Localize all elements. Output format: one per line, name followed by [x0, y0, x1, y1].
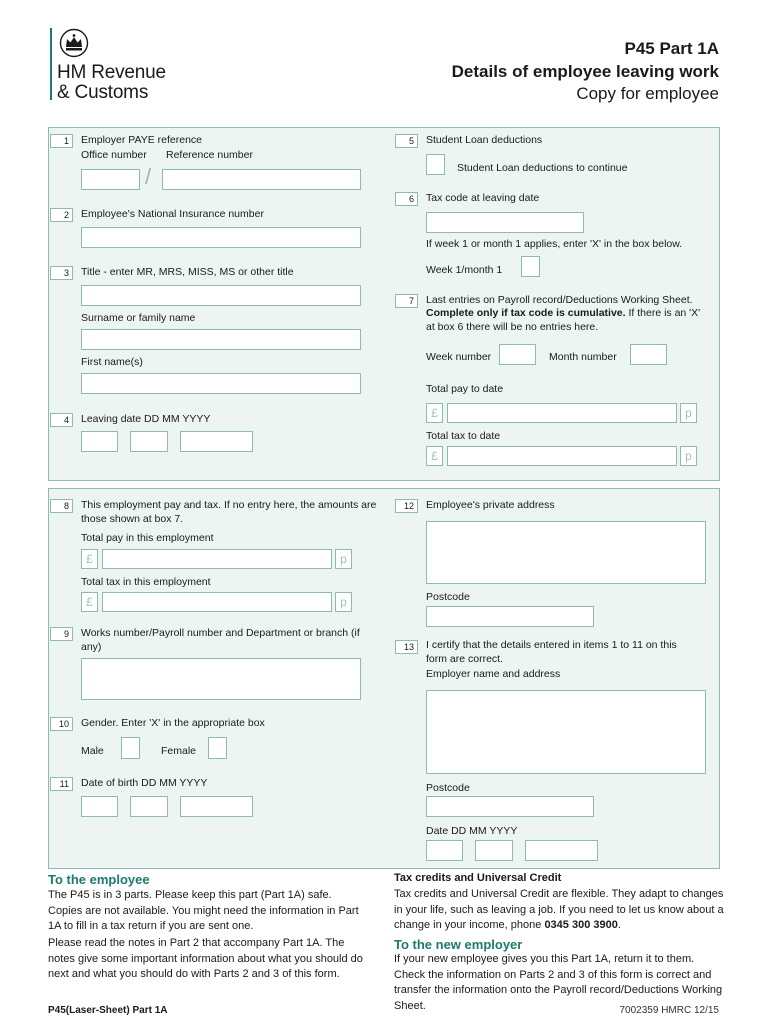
- complete-only-rest: If there is an 'X' at box 6 there will be no entries here.: [426, 307, 701, 333]
- leaving-date-label: Leaving date DD MM YYYY: [81, 413, 211, 425]
- reference-number-input[interactable]: [162, 169, 361, 190]
- week-number-input[interactable]: [499, 344, 536, 365]
- last-entries-label: Last entries on Payroll record/Deductions Working Sheet.: [426, 294, 693, 306]
- box-number-10: 10: [50, 717, 73, 731]
- ni-number-input[interactable]: [81, 227, 361, 248]
- employer-paye-label: Employer PAYE reference: [81, 134, 202, 146]
- tax-employment-pence-input[interactable]: p: [335, 592, 352, 612]
- paye-separator: /: [145, 164, 152, 189]
- phone-number: 0345 300 3900: [544, 919, 618, 931]
- surname-label: Surname or family name: [81, 312, 196, 324]
- new-employer-heading: To the new employer: [394, 937, 523, 952]
- certify-label: I certify that the details entered in items 1 to 11 on this form are correct.: [426, 639, 677, 665]
- total-pay-to-date-label: Total pay to date: [426, 383, 504, 395]
- leaving-year-input[interactable]: [180, 431, 253, 452]
- footer-form-ref: P45(Laser-Sheet) Part 1A: [48, 1005, 168, 1016]
- title-input[interactable]: [81, 285, 361, 306]
- date-year-input[interactable]: [525, 840, 598, 861]
- month-number-label: Month number: [549, 351, 617, 363]
- to-employee-paragraph-2: Please read the notes in Part 2 that accompany Part 1A. The notes give some important information about what you should do next and what you should do with Parts 2 and 3 of this form.: [48, 937, 363, 980]
- complete-only-bold: Complete only if tax code is cumulative.: [426, 307, 626, 319]
- leaving-month-input[interactable]: [130, 431, 168, 452]
- tax-credits-text: Tax credits and Universal Credit are flexible. They adapt to changes in your life, such as leaving a job. If you need to let us know about a change in your income, phone: [394, 888, 724, 931]
- pay-employment-pence-input[interactable]: p: [335, 549, 352, 569]
- logo-line-2: & Customs: [57, 82, 149, 103]
- dob-month-input[interactable]: [130, 796, 168, 817]
- works-number-label: Works number/Payroll number and Department or branch (if any): [81, 627, 360, 653]
- logo-line-1: HM Revenue: [57, 62, 166, 83]
- box-number-13: 13: [395, 640, 418, 654]
- pay-to-date-pence-input[interactable]: p: [680, 403, 697, 423]
- box-number-5: 5: [395, 134, 418, 148]
- postcode-label: Postcode: [426, 591, 470, 603]
- week1-month1-label: Week 1/month 1: [426, 264, 503, 276]
- male-checkbox[interactable]: [121, 737, 140, 759]
- box-number-7: 7: [395, 294, 418, 308]
- student-loan-continue-label: Student Loan deductions to continue: [457, 162, 628, 174]
- private-address-label: Employee's private address: [426, 499, 555, 511]
- logo-bar: [50, 28, 52, 100]
- total-pay-employment-label: Total pay in this employment: [81, 532, 214, 544]
- crown-icon: [58, 28, 90, 58]
- this-employment-label: This employment pay and tax. If no entry here, the amounts are those shown at box 7.: [81, 499, 377, 525]
- date-day-input[interactable]: [426, 840, 463, 861]
- leaving-day-input[interactable]: [81, 431, 118, 452]
- total-tax-employment-label: Total tax in this employment: [81, 576, 211, 588]
- box-number-3: 3: [50, 266, 73, 280]
- dob-day-input[interactable]: [81, 796, 118, 817]
- tax-to-date-pound-icon: £: [426, 446, 443, 466]
- private-address-input[interactable]: [426, 521, 706, 584]
- form-subtitle: Details of employee leaving work: [451, 62, 719, 81]
- female-checkbox[interactable]: [208, 737, 227, 759]
- dob-label: Date of birth DD MM YYYY: [81, 777, 208, 789]
- box-number-9: 9: [50, 627, 73, 641]
- date-month-input[interactable]: [475, 840, 513, 861]
- postcode-input[interactable]: [426, 606, 594, 627]
- student-loan-deductions-label: Student Loan deductions: [426, 134, 543, 146]
- employer-name-input[interactable]: [426, 690, 706, 774]
- footer-code: 7002359 HMRC 12/15: [619, 1005, 719, 1016]
- tax-code-input[interactable]: [426, 212, 584, 233]
- office-number-label: Office number: [81, 149, 147, 161]
- new-employer-paragraph: If your new employee gives you this Part 1A, return it to them. Check the information on Parts 2 and 3 of this form is correct and transfer the information onto the Payroll record/Deductions Working Sheet.: [394, 953, 723, 1012]
- form-title: P45 Part 1A: [624, 39, 719, 58]
- dob-year-input[interactable]: [180, 796, 253, 817]
- to-employee-heading: To the employee: [48, 872, 150, 887]
- employer-name-label: Employer name and address: [426, 668, 561, 680]
- female-label: Female: [161, 745, 197, 757]
- week1-note: If week 1 or month 1 applies, enter 'X' in the box below.: [426, 238, 683, 250]
- date-label: Date DD MM YYYY: [426, 825, 518, 837]
- total-tax-employment-input[interactable]: [102, 592, 332, 612]
- box-number-11: 11: [50, 777, 73, 791]
- box-number-2: 2: [50, 208, 73, 222]
- month-number-input[interactable]: [630, 344, 667, 365]
- reference-number-label: Reference number: [166, 149, 253, 161]
- tax-credits-heading: Tax credits and Universal Credit: [394, 872, 562, 884]
- box-number-1: 1: [50, 134, 73, 148]
- box-number-4: 4: [50, 413, 73, 427]
- phone-end: .: [617, 919, 621, 931]
- first-names-label: First name(s): [81, 356, 143, 368]
- tax-credits-paragraph: [394, 887, 726, 934]
- student-loan-checkbox[interactable]: [426, 154, 445, 175]
- pay-employment-pound-icon: £: [81, 549, 98, 569]
- hmrc-logo-text: [57, 63, 166, 103]
- postcode2-input[interactable]: [426, 796, 594, 817]
- week1-month1-checkbox[interactable]: [521, 256, 540, 277]
- title-label: Title - enter MR, MRS, MISS, MS or other title: [81, 266, 294, 278]
- male-label: Male: [81, 745, 104, 757]
- tax-code-label: Tax code at leaving date: [426, 192, 540, 204]
- pay-to-date-pound-icon: £: [426, 403, 443, 423]
- copy-for-label: Copy for employee: [576, 84, 719, 103]
- first-names-input[interactable]: [81, 373, 361, 394]
- to-employee-paragraph-1: The P45 is in 3 parts. Please keep this part (Part 1A) safe. Copies are not available. You might need the information in Part 1A to fill in a tax return if you are sent one.: [48, 889, 359, 932]
- total-tax-to-date-input[interactable]: [447, 446, 677, 466]
- surname-input[interactable]: [81, 329, 361, 350]
- postcode2-label: Postcode: [426, 782, 470, 794]
- works-number-input[interactable]: [81, 658, 361, 700]
- box-number-12: 12: [395, 499, 418, 513]
- box-number-8: 8: [50, 499, 73, 513]
- gender-label: Gender. Enter 'X' in the appropriate box: [81, 717, 265, 729]
- tax-employment-pound-icon: £: [81, 592, 98, 612]
- week-number-label: Week number: [426, 351, 492, 363]
- tax-to-date-pence-input[interactable]: p: [680, 446, 697, 466]
- ni-number-label: Employee's National Insurance number: [81, 208, 264, 220]
- office-number-input[interactable]: [81, 169, 140, 190]
- total-tax-to-date-label: Total tax to date: [426, 430, 501, 442]
- complete-only-note: [426, 306, 711, 334]
- total-pay-to-date-input[interactable]: [447, 403, 677, 423]
- total-pay-employment-input[interactable]: [102, 549, 332, 569]
- box-number-6: 6: [395, 192, 418, 206]
